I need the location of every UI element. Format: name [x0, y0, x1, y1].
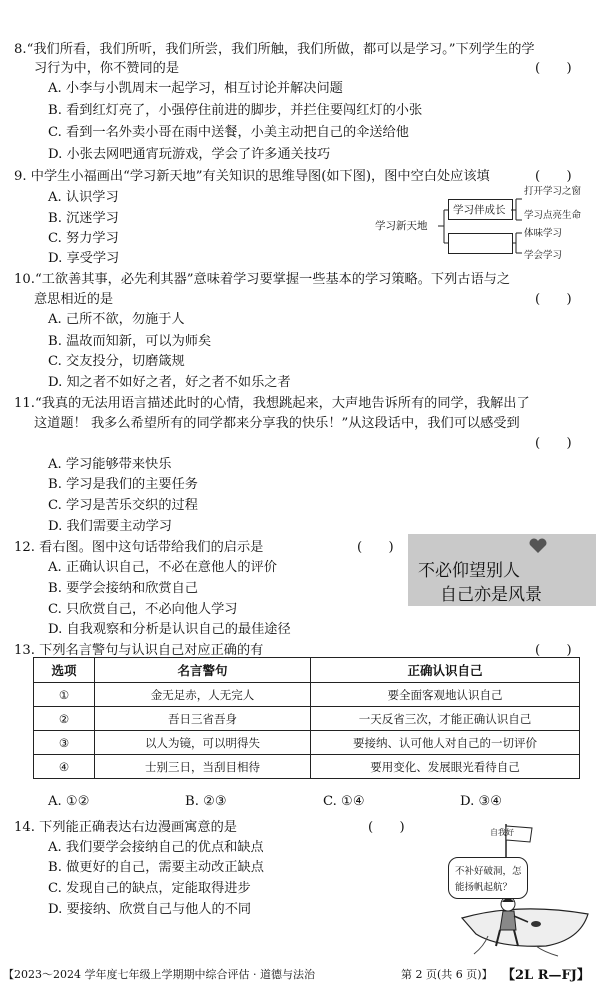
table-cell: 以人为镜，可以明得失 [95, 731, 311, 755]
q13-option-c: C. ①④ [323, 794, 365, 809]
table-header-row [34, 658, 580, 683]
table-header-option: 选项 [34, 658, 95, 683]
table-cell: 金无足赤，人无完人 [95, 683, 311, 707]
q9-option-a: A. 认识学习 [48, 190, 119, 205]
mindmap-blank-box [448, 233, 513, 254]
table-cell: ② [34, 707, 95, 731]
q8-stem-line1: 8.“我们所看，我们所听，我们所尝，我们所触，我们所做，都可以是学习。”下列学生的学 [14, 42, 535, 57]
q11-option-b: B. 学习是我们的主要任务 [48, 477, 198, 492]
q9-option-b: B. 沉迷学习 [48, 211, 119, 226]
table-cell: 要全面客观地认识自己 [311, 683, 580, 707]
q12-answer-paren: ( ) [357, 540, 394, 555]
table-header-understanding: 正确认识自己 [311, 658, 580, 683]
mindmap-leaf4: 学会学习 [524, 250, 563, 261]
q12-option-a: A. 正确认识自己，不必在意他人的评价 [48, 560, 277, 575]
q9-answer-paren: ( ) [535, 169, 572, 184]
q8-answer-paren: ( ) [535, 61, 572, 76]
q11-stem-line2: 这道题！ 我多么希望所有的同学都来分享我的快乐！”从这段话中，我们可以感受到 [34, 416, 520, 431]
q10-stem-line2: 意思相近的是 [34, 292, 114, 307]
table-row [34, 731, 580, 755]
q13-answer-paren: ( ) [535, 643, 572, 658]
footer-paper-code: 【2L R—FJ】 [502, 968, 590, 983]
table-cell: 一天反省三次，才能正确认识自己 [311, 707, 580, 731]
q13-stem: 13. 下列名言警句与认识自己对应正确的有 [14, 643, 264, 658]
q12-option-d: D. 自我观察和分析是认识自己的最佳途径 [48, 622, 291, 637]
q8-option-b: B. 看到红灯亮了，小强停住前进的脚步，并拦住要闯红灯的小张 [48, 103, 423, 118]
mindmap-node1: 学习伴成长 [453, 204, 506, 216]
q11-option-a: A. 学习能够带来快乐 [48, 457, 172, 472]
q12-quote-image [408, 534, 596, 606]
table-cell: 吾日三省吾身 [95, 707, 311, 731]
table-header-quote: 名言警句 [95, 658, 311, 683]
q14-cartoon [448, 818, 598, 958]
q10-stem-line1: 10.“工欲善其事，必先利其器”意味着学习要掌握一些基本的学习策略。下列古语与之 [14, 272, 511, 287]
table-cell: 士别三日，当刮目相待 [95, 755, 311, 779]
table-row [34, 707, 580, 731]
table-cell: ① [34, 683, 95, 707]
table-row [34, 683, 580, 707]
table-cell: ③ [34, 731, 95, 755]
footer-page-number: 第 2 页(共 6 页)】 [401, 968, 493, 981]
q10-option-b: B. 温故而知新，可以为师矣 [48, 334, 212, 349]
footer-exam-title: 【2023～2024 学年度七年级上学期期中综合评估 · 道德与法治 [3, 968, 315, 981]
q11-answer-paren: ( ) [535, 436, 572, 451]
q11-stem-line1: 11.“我真的无法用语言描述此时的心情，我想跳起来，大声地告诉所有的同学，我解出了 [14, 396, 530, 411]
mindmap-leaf2: 学习点亮生命 [524, 210, 582, 221]
q14-option-a: A. 我们要学会接纳自己的优点和缺点 [48, 840, 264, 855]
q14-stem: 14. 下列能正确表达右边漫画寓意的是 [14, 820, 237, 835]
q8-option-a: A. 小李与小凯周末一起学习，相互讨论并解决问题 [48, 81, 343, 96]
cartoon-flag-text: 自我好 [490, 828, 514, 837]
table-cell: 要用变化、发展眼光看待自己 [311, 755, 580, 779]
q13-option-d: D. ③④ [460, 794, 503, 809]
q9-option-d: D. 享受学习 [48, 251, 120, 266]
q10-answer-paren: ( ) [535, 292, 572, 307]
q12-image-line2: 自己亦是风景 [440, 585, 542, 605]
mindmap-leaf3: 体味学习 [524, 228, 563, 239]
table-row [34, 755, 580, 779]
q12-stem: 12. 看右图。图中这句话带给我们的启示是 [14, 540, 264, 555]
q10-option-a: A. 己所不欲，勿施于人 [48, 312, 185, 327]
q14-answer-paren: ( ) [368, 820, 405, 835]
cartoon-bubble-line2: 能扬帆起航？ [455, 882, 513, 893]
q13-option-a: A. ①② [48, 794, 90, 809]
q9-option-c: C. 努力学习 [48, 231, 119, 246]
q8-option-d: D. 小张去网吧通宵玩游戏，学会了许多通关技巧 [48, 147, 331, 162]
table-cell: 要接纳、认可他人对自己的一切评价 [311, 731, 580, 755]
q13-option-b: B. ②③ [185, 794, 227, 809]
heart-icon [527, 537, 549, 555]
q11-option-d: D. 我们需要主动学习 [48, 519, 172, 534]
q12-option-c: C. 只欣赏自己，不必向他人学习 [48, 602, 238, 617]
q14-option-b: B. 做更好的自己，需要主动改正缺点 [48, 860, 264, 875]
q12-image-line1: 不必仰望别人 [418, 561, 520, 581]
q9-stem: 9. 中学生小福画出“学习新天地”有关知识的思维导图(如下图)，图中空白处应该填 [14, 169, 490, 184]
q10-option-d: D. 知之者不如好之者，好之者不如乐之者 [48, 375, 291, 390]
q14-option-c: C. 发现自己的缺点，定能取得进步 [48, 881, 251, 896]
q12-option-b: B. 要学会接纳和欣赏自己 [48, 581, 198, 596]
cartoon-bubble-line1: 不补好破洞，怎 [455, 866, 522, 877]
mindmap-node1-box [448, 199, 513, 220]
cartoon-speech-bubble [448, 857, 528, 899]
mindmap-leaf1: 打开学习之窗 [524, 186, 582, 197]
q8-option-c: C. 看到一名外卖小哥在雨中送餐，小美主动把自己的伞送给他 [48, 125, 409, 140]
q10-option-c: C. 交友投分，切磨箴规 [48, 354, 185, 369]
q11-option-c: C. 学习是苦乐交织的过程 [48, 498, 198, 513]
mindmap-root: 学习新天地 [375, 220, 428, 232]
q8-stem-line2: 习行为中，你不赞同的是 [34, 61, 180, 76]
table-cell: ④ [34, 755, 95, 779]
q13-table [33, 657, 580, 779]
q14-option-d: D. 要接纳、欣赏自己与他人的不同 [48, 902, 252, 917]
